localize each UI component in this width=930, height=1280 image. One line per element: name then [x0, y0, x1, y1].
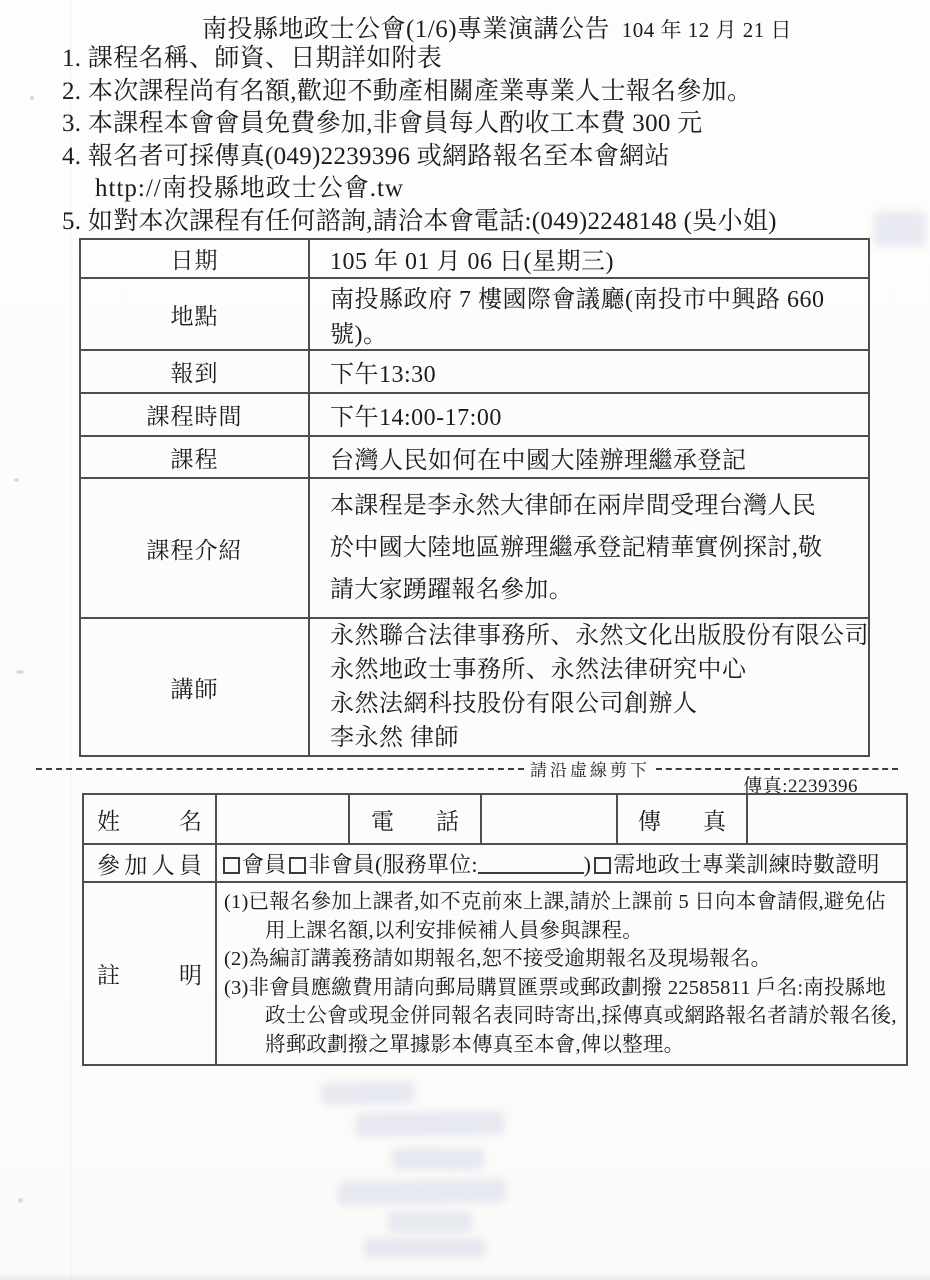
course-row-course [80, 436, 869, 478]
notice-item-1: 1. 課程名稱、師資、日期詳如附表 [62, 45, 443, 72]
course-row-location [80, 278, 869, 350]
nonmember-checkbox [289, 857, 306, 874]
registration-form-table [82, 793, 908, 1066]
scan-speck [14, 478, 19, 482]
notice-list [62, 43, 902, 238]
course-row-time [80, 393, 869, 436]
course-label-intro: 課程介紹 [80, 478, 309, 618]
scan-speck [30, 96, 34, 100]
note-3: (3)非會員應繳費用請向郵局購買匯票或郵政劃撥 22585811 戶名:南投縣地政士公會或現金併同報名表同時寄出,採傳真或網路報名者請於報名後,將郵政劃撥之單據影本傳真至本會,俾以整理。 [224, 976, 897, 1056]
reg-row-participant [83, 844, 907, 882]
course-label-course: 課程 [80, 436, 309, 478]
member-checkbox [223, 857, 240, 874]
scan-bottom-edge [0, 1272, 930, 1280]
reg-fax-label: 傳真 [638, 808, 726, 834]
note-1: (1)已報名參加上課者,如不克前來上課,請於上課前 5 日向本會請假,避免佔用上課名額,以利安排候補人員參與課程。 [224, 891, 886, 942]
note-2: (2)為編訂講義務請如期報名,恕不接受逾期報名及現場報名。 [224, 948, 772, 970]
dashed-line-left [36, 768, 524, 770]
lecturer-line-1: 永然聯合法律事務所、永然文化出版股份有限公司 [330, 623, 869, 649]
bleed-through-mark [356, 1111, 504, 1138]
dashed-line-right [656, 768, 898, 770]
reg-notes-cell [216, 882, 907, 1065]
training-hours-checkbox [594, 857, 611, 874]
reg-phone-label-cell [349, 794, 481, 844]
bleed-through-mark [388, 1212, 472, 1232]
course-label-lecturer: 講師 [80, 618, 309, 756]
reg-name-input-cell [216, 794, 349, 844]
course-label-date: 日期 [80, 239, 309, 278]
notice-item-5: 5. 如對本次課程有任何諮詢,請洽本會電話:(049)2248148 (吳小姐) [62, 207, 777, 235]
course-value-lecturer [309, 618, 869, 756]
notice-item-4-url: http://南投縣地政士公會.tw [95, 175, 404, 202]
course-value-time: 下午14:00-17:00 [309, 393, 869, 436]
reg-notes-label: 註明 [97, 963, 202, 988]
scan-speck [16, 670, 24, 674]
document-title-row [32, 9, 930, 45]
scan-speck [18, 1198, 23, 1203]
reg-row-contact [83, 794, 907, 844]
course-label-time: 課程時間 [80, 393, 309, 436]
course-value-course: 台灣人民如何在中國大陸辦理繼承登記 [309, 436, 869, 478]
notice-item-3: 3. 本課程本會會員免費參加,非會員每人酌收工本費 300 元 [62, 110, 703, 137]
bleed-through-mark [392, 1148, 484, 1170]
reg-participant-options-cell [216, 844, 907, 882]
cut-here-label: 請沿虛線剪下 [530, 761, 650, 780]
lecturer-line-4: 李永然 律師 [330, 725, 459, 751]
reg-name-label-cell [83, 794, 216, 844]
course-value-location: 南投縣政府 7 樓國際會議廳(南投市中興路 660 號)。 [309, 278, 869, 350]
reg-participant-label-cell [83, 844, 216, 882]
member-option-label: 會員 [242, 851, 287, 877]
reg-phone-label: 電話 [371, 808, 459, 834]
course-row-intro [80, 478, 869, 618]
bleed-through-mark [364, 1238, 486, 1258]
reg-fax-input-cell [747, 794, 907, 844]
course-row-lecturer [80, 618, 869, 756]
reg-phone-input-cell [481, 794, 617, 844]
course-row-date [80, 239, 869, 278]
course-row-checkin [80, 350, 869, 393]
bleed-through-mark [322, 1081, 414, 1105]
document-title: 南投縣地政士公會(1/6)專業演講公告 [201, 16, 611, 43]
course-value-checkin: 下午13:30 [309, 350, 869, 393]
reg-name-label: 姓名 [97, 808, 202, 834]
nonmember-option-label: 非會員(服務單位: [308, 851, 478, 877]
notice-item-4: 4. 報名者可採傳真(049)2239396 或網路報名至本會網站 [62, 142, 670, 170]
lecturer-line-3: 永然法網科技股份有限公司創辦人 [330, 691, 698, 717]
bleed-through-mark [338, 1179, 506, 1206]
training-hours-option-label: 需地政士專業訓練時數證明 [613, 851, 880, 877]
reg-row-notes [83, 882, 907, 1065]
nonmember-option-close: ) [583, 851, 592, 877]
course-value-date: 105 年 01 月 06 日(星期三) [309, 239, 869, 278]
course-label-location: 地點 [80, 278, 309, 350]
course-detail-table [79, 238, 870, 757]
reg-participant-label: 參加人員 [97, 852, 202, 878]
lecturer-line-2: 永然地政士事務所、永然法律研究中心 [330, 657, 747, 683]
course-value-intro: 本課程是李永然大律師在兩岸間受理台灣人民於中國大陸地區辦理繼承登記精華實例探討,敬請大家踴躍報名參加。 [309, 478, 869, 618]
document-date: 104 年 12 月 21 日 [621, 18, 793, 42]
notice-item-2: 2. 本次課程尚有名額,歡迎不動產相關產業專業人士報名參加。 [62, 77, 753, 105]
course-label-checkin: 報到 [80, 350, 309, 393]
service-unit-blank [478, 856, 584, 874]
fax-number-note: 傳真:2239396 [743, 776, 858, 797]
reg-notes-label-cell [83, 882, 216, 1065]
reg-fax-label-cell [617, 794, 747, 844]
